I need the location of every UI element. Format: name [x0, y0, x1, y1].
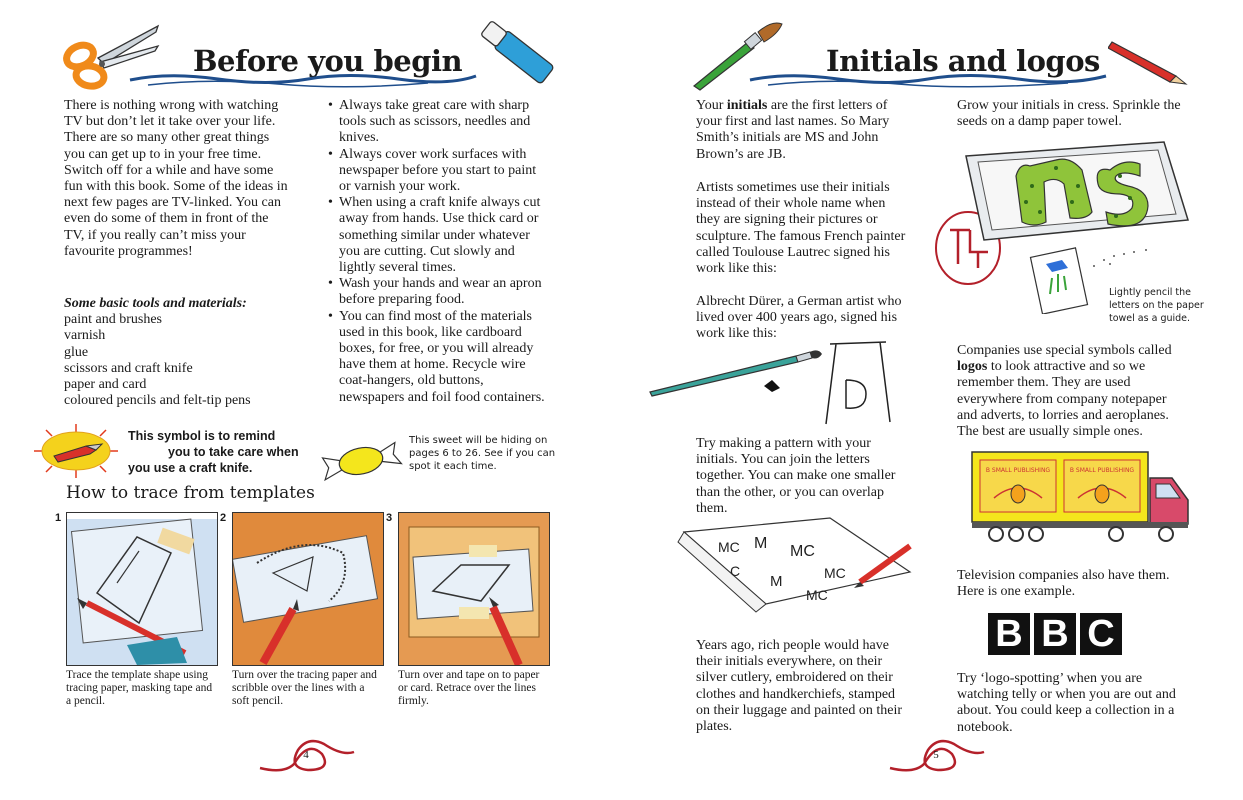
- cress-tray-illustration: [960, 136, 1192, 248]
- pattern-letter: MC: [718, 539, 740, 555]
- sweet-note: This sweet will be hiding on pages 6 to 26. See if you can spot it each time.: [409, 435, 556, 472]
- page-title-right: Initials and logos: [826, 44, 1100, 78]
- tools-section: [64, 296, 292, 409]
- tv-paragraph: Television companies also have them. Here is one example.: [957, 568, 1170, 600]
- truck-logo-text: B SMALL PUBLISHING: [985, 467, 1051, 474]
- safety-tip: • Wash your hands and wear an apron before preparing food.: [328, 276, 548, 308]
- step-2-illustration: [233, 513, 383, 665]
- step-number: 1: [55, 512, 62, 524]
- trace-heading: How to trace from templates: [66, 483, 315, 503]
- pattern-letter: MC: [806, 587, 828, 603]
- initials-text: Your: [696, 98, 727, 113]
- tool-item: glue: [64, 344, 89, 360]
- step-caption: Trace the template shape using tracing paper, masking tape and a pencil.: [66, 669, 213, 707]
- pattern-letter: MC: [790, 543, 815, 560]
- logos-paragraph: [957, 343, 1189, 440]
- tool-item: scissors and craft knife: [64, 360, 193, 376]
- step-1-panel: [66, 512, 218, 666]
- initials-paragraph: [696, 98, 908, 163]
- page-number-left: 4: [303, 749, 309, 761]
- craft-knife-note-line: you to take care when: [168, 445, 299, 459]
- title-wave-right: [748, 70, 1108, 90]
- safety-tip: • When using a craft knife always cut away from hands. Use thick card or something similar under whatever you are cutting. Cut slowly and lightly several times.: [328, 195, 548, 276]
- pencil-tip-note: Lightly pencil the letters on the paper towel as a guide.: [1109, 287, 1204, 324]
- initials-text: are the first letters of your first and last names. So Mary Smith’s initials are MS and John Brown’s are JB.: [696, 98, 890, 162]
- lorry-illustration: [966, 448, 1196, 548]
- step-number: 3: [386, 512, 393, 524]
- safety-tip: • Always cover work surfaces with newspaper before you start to paint or varnish your work.: [328, 147, 548, 196]
- step-caption: Turn over and tape on to paper or card. Retrace over the lines firmly.: [398, 669, 540, 707]
- logos-bold: logos: [957, 359, 988, 375]
- tool-item: paper and card: [64, 377, 147, 393]
- step-3-panel: [398, 512, 550, 666]
- tools-heading: Some basic tools and materials:: [64, 296, 247, 311]
- sweet-icon: [318, 438, 404, 484]
- glue-stick-icon: [470, 18, 560, 90]
- durer-monogram: [646, 330, 916, 430]
- tool-item: varnish: [64, 328, 106, 344]
- title-wave-left: [128, 70, 478, 90]
- pattern-letter: C: [730, 563, 741, 579]
- safety-tip: • Always take great care with sharp tools such as scissors, needles and knives.: [328, 98, 548, 147]
- craft-knife-warning-icon: [30, 422, 122, 480]
- craft-knife-note: [128, 428, 318, 476]
- cress-paragraph: Grow your initials in cress. Sprinkle the seeds on a damp paper towel.: [957, 98, 1181, 130]
- tool-item: paint and brushes: [64, 312, 162, 328]
- tool-item: coloured pencils and felt-tip pens: [64, 393, 251, 409]
- pencil-icon: [1108, 36, 1188, 86]
- page-title-left: Before you begin: [193, 44, 463, 78]
- step-2-panel: [232, 512, 384, 666]
- step-1-illustration: [67, 513, 217, 665]
- intro-paragraph: There is nothing wrong with watching TV but don’t let it take over your life. There are so many other great things you can get up to in your free time. Switch off for a while and have some fun with this book. Some of the ideas in next few pages are TV-linked. You can even do some of them in front of the TV, if you really can’t miss your favourite programmes!: [64, 98, 288, 259]
- step-number: 2: [220, 512, 227, 524]
- lautrec-paragraph: Artists sometimes use their initials instead of their whole name when they are signing their pictures or sculpture. The famous French painter called Toulouse Lautrec signed his work like this:: [696, 180, 906, 277]
- durer-paragraph: Albrecht Dürer, a German artist who lived over 400 years ago, signed his work like this:: [696, 294, 902, 342]
- history-paragraph: Years ago, rich people would have their initials everywhere, on their silver cutlery, embroidered on their clothes and handkerchiefs, stamped on their luggage and painted on their plates.: [696, 638, 903, 735]
- pattern-letter: M: [770, 573, 783, 590]
- logo-spotting-paragraph: Try ‘logo-spotting’ when you are watching telly or when you are out and about. You could keep a collection in a notebook.: [957, 671, 1176, 735]
- bbc-letter-box: B: [1034, 613, 1076, 655]
- pattern-letter: M: [754, 535, 768, 552]
- page-number-right: 5: [933, 749, 939, 761]
- initials-pattern-illustration: [670, 512, 930, 618]
- craft-knife-note-line: This symbol is to remind: [128, 429, 276, 443]
- safety-tips-list: [328, 98, 548, 406]
- safety-tip: • You can find most of the materials used in this book, like cardboard boxes, for free, or you will already have them at home. Recycle wire coat-hangers, old buttons, newspapers and foil food containers.: [328, 309, 548, 406]
- bbc-letter-box: B: [988, 613, 1030, 655]
- bbc-letter-box: C: [1080, 613, 1122, 655]
- truck-logo-text: B SMALL PUBLISHING: [1069, 467, 1135, 474]
- logos-text: Companies use special symbols called: [957, 343, 1172, 358]
- bbc-logo: [988, 613, 1126, 655]
- logos-text: to look attractive and so we remember them. They are used everywhere from company notepaper and adverts, to lorries and aeroplanes. The best are usually simple ones.: [957, 359, 1169, 440]
- step-caption: Turn over the tracing paper and scribble over the lines with a soft pencil.: [232, 669, 377, 707]
- step-3-illustration: [399, 513, 549, 665]
- initials-bold: initials: [726, 98, 768, 113]
- craft-knife-note-line: you use a craft knife.: [128, 461, 253, 475]
- pattern-letter: MC: [824, 565, 846, 581]
- pattern-paragraph: Try making a pattern with your initials. You can join the letters together. You can make one smaller than the other, or you can overlap them.: [696, 436, 896, 516]
